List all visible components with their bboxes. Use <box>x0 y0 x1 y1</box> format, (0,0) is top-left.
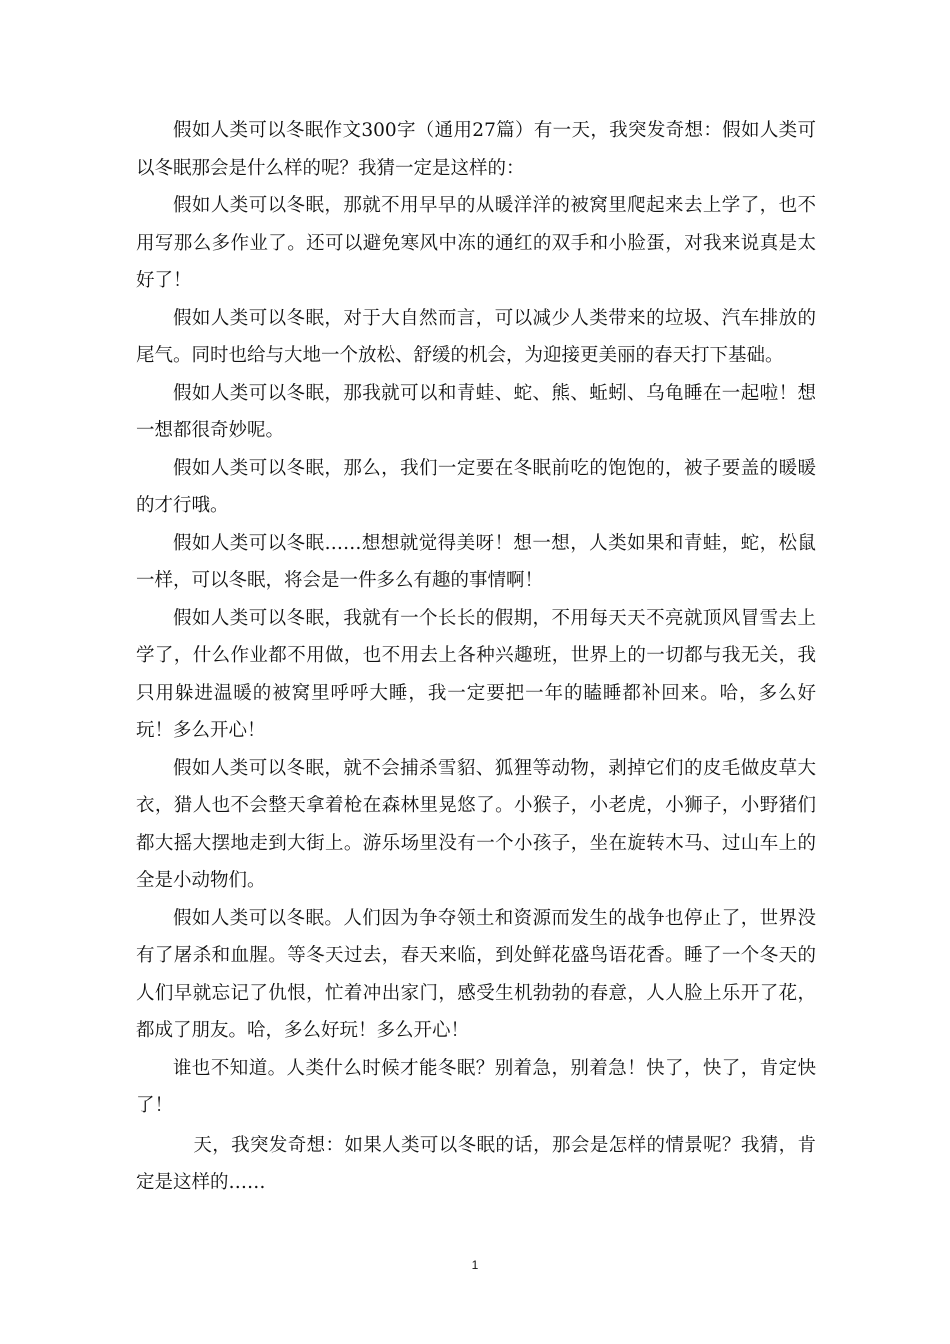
paragraph-3: 假如人类可以冬眠，对于大自然而言，可以减少人类带来的垃圾、汽车排放的尾气。同时也给与大地一个放松、舒缓的机会，为迎接更美丽的春天打下基础。 <box>136 307 816 366</box>
paragraph-9: 假如人类可以冬眠。人们因为争夺领土和资源而发生的战争也停止了，世界没有了屠杀和血腥。等冬天过去，春天来临，到处鲜花盛鸟语花香。睡了一个冬天的人们早就忘记了仇恨，忙着冲出家门，感受生机勃勃的春意，人人脸上乐开了花，都成了朋友。哈，多么好玩！多么开心！ <box>136 907 816 1041</box>
paragraph-7: 假如人类可以冬眠，我就有一个长长的假期，不用每天天不亮就顶风冒雪去上学了，什么作业都不用做，也不用去上各种兴趣班，世界上的一切都与我无关，我只用躲进温暖的被窝里呼呼大睡，我一定要把一年的瞌睡都补回来。哈，多么好玩！多么开心！ <box>136 607 816 741</box>
paragraph-2: 假如人类可以冬眠，那就不用早早的从暖洋洋的被窝里爬起来去上学了，也不用写那么多作业了。还可以避免寒风中冻的通红的双手和小脸蛋，对我来说真是太好了！ <box>136 195 816 291</box>
paragraph-1: 假如人类可以冬眠作文300字（通用27篇）有一天，我突发奇想：假如人类可以冬眠那会是什么样的呢？我猜一定是这样的： <box>136 120 816 179</box>
page-number: 1 <box>471 1258 479 1272</box>
paragraph-11: 天，我突发奇想：如果人类可以冬眠的话，那会是怎样的情景呢？我猜，肯定是这样的…… <box>136 1134 816 1193</box>
paragraph-8: 假如人类可以冬眠，就不会捕杀雪貂、狐狸等动物，剥掉它们的皮毛做皮草大衣，猎人也不会整天拿着枪在森林里晃悠了。小猴子，小老虎，小狮子，小野猪们都大摇大摆地走到大街上。游乐场里没有一个小孩子，坐在旋转木马、过山车上的全是小动物们。 <box>136 757 816 891</box>
paragraph-5: 假如人类可以冬眠，那么，我们一定要在冬眠前吃的饱饱的，被子要盖的暖暖的才行哦。 <box>136 457 816 516</box>
paragraph-4: 假如人类可以冬眠，那我就可以和青蛙、蛇、熊、蚯蚓、乌龟睡在一起啦！想一想都很奇妙呢。 <box>136 382 816 441</box>
paragraph-6: 假如人类可以冬眠……想想就觉得美呀！想一想，人类如果和青蛙，蛇，松鼠一样，可以冬眠，将会是一件多么有趣的事情啊！ <box>136 532 816 591</box>
document-body <box>136 112 816 1202</box>
paragraph-10: 谁也不知道。人类什么时候才能冬眠？别着急，别着急！快了，快了，肯定快了！ <box>136 1057 816 1116</box>
